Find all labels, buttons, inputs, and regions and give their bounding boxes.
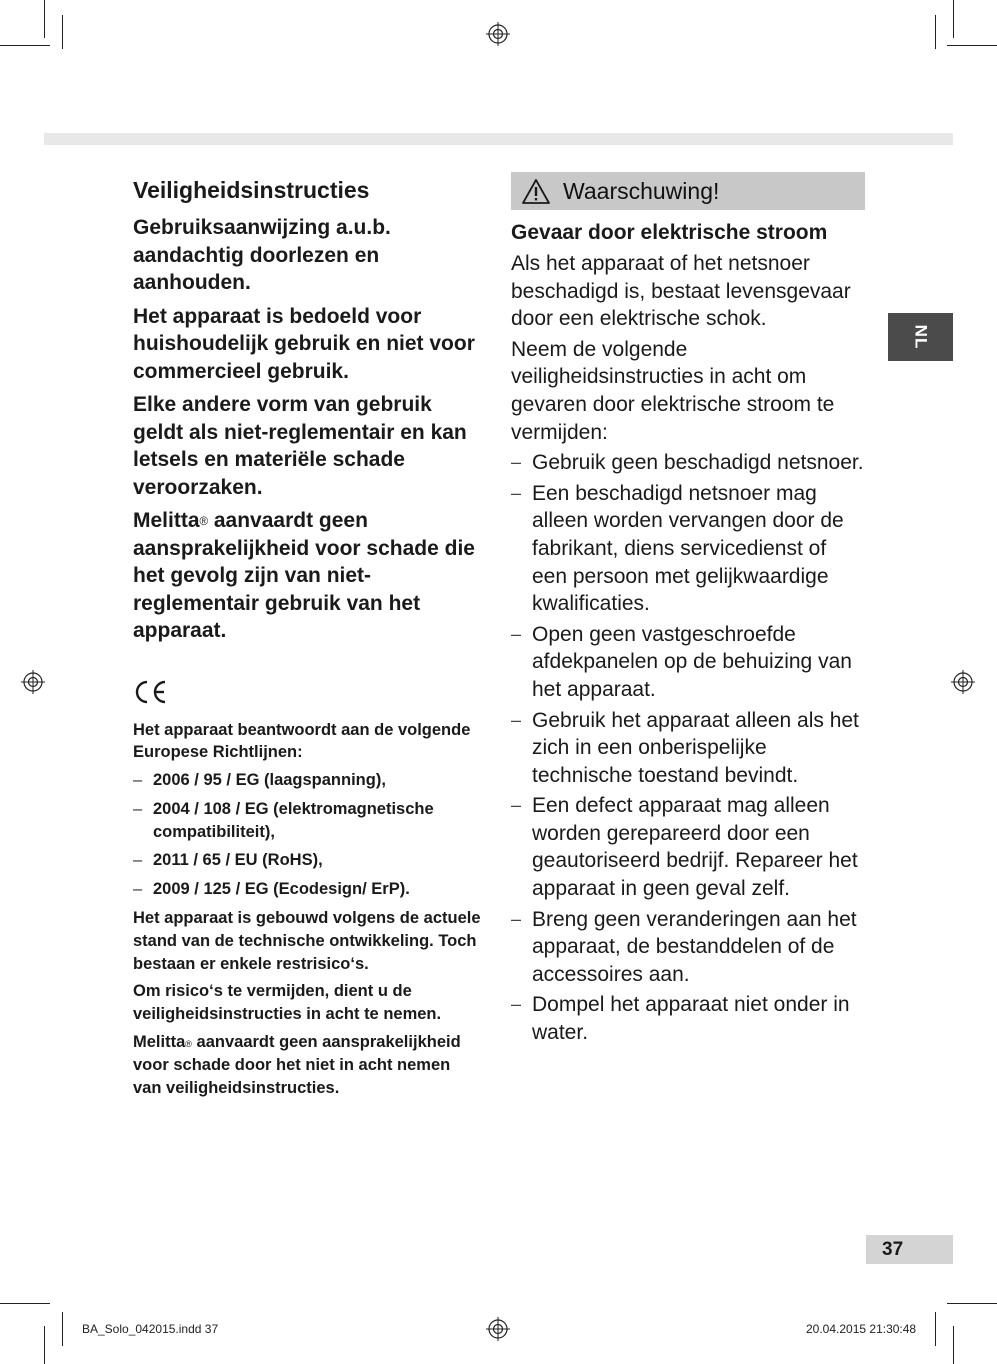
list-item: – Dompel het apparaat niet onder in water. [511,991,865,1046]
header-bar [44,133,953,145]
crop-mark [44,0,45,38]
warning-column [511,172,865,1050]
list-item: – Gebruik het apparaat alleen als het zich in een onberispelijke technische toestand bevindt. [511,707,865,790]
crop-mark [0,45,50,46]
risk-note: Het apparaat is gebouwd volgens de actuele stand van de technische ontwikkeling. Toch bestaan er enkele restrisico‘s. [133,909,481,973]
registered-mark: ® [185,1039,192,1050]
registration-mark-icon [21,670,45,694]
language-tab-label: NL [911,324,931,350]
list-item: – Breng geen veranderingen aan het apparaat, de bestanddelen of de accessoires aan. [511,906,865,989]
crop-mark [62,1312,63,1346]
page-number: 37 [866,1235,953,1264]
crop-mark [935,1312,936,1346]
registration-mark-icon [486,22,510,46]
lead-paragraph: Het apparaat is bedoeld voor huishoudelijk gebruik en niet voor commercieel gebruik. [133,304,475,383]
footer-timestamp: 20.04.2015 21:30:48 [806,1322,917,1336]
directives-list [133,769,483,901]
list-item: – Gebruik geen beschadigd netsnoer. [511,449,865,477]
liability-paragraph [133,507,483,645]
footer-filename: BA_Solo_042015.indd 37 [82,1322,219,1336]
crop-mark [62,15,63,49]
directives-block [133,719,483,1100]
warning-bar [511,172,865,210]
list-item: – 2009 / 125 / EG (Ecodesign/ ErP). [133,878,483,901]
list-item: – 2006 / 95 / EG (laagspanning), [133,769,483,792]
warning-triangle-icon [521,178,551,205]
warning-list [511,449,865,1046]
brand-name: Melitta [133,1033,186,1052]
lead-paragraph: Elke andere vorm van gebruik geldt als niet-reglementair en kan letsels en materiële schade veroorzaken. [133,393,467,499]
language-tab [888,313,953,361]
final-liability-text: aanvaardt geen aansprakelijkheid voor schade door het niet in acht nemen van veiligheidsinstructies. [133,1033,461,1097]
crop-mark [953,0,954,38]
warning-label: Waarschuwing! [563,177,720,204]
safety-instructions-column [133,176,483,1104]
list-item: – 2011 / 65 / EU (RoHS), [133,849,483,872]
crop-mark [947,45,997,46]
crop-mark [44,1326,45,1364]
registration-mark-icon [486,1317,510,1341]
brand-name: Melitta [133,509,200,532]
ce-mark [133,679,483,707]
liability-text: aanvaardt geen aansprakelijkheid voor schade die het gevolg zijn van niet-reglementair gebruik van het apparaat. [133,509,475,642]
warning-heading: Gevaar door elektrische stroom [511,221,828,244]
crop-mark [0,1303,50,1304]
warning-body [511,250,865,1047]
list-item: – Open geen vastgeschroefde afdekpanelen op de behuizing van het apparaat. [511,621,865,704]
directives-intro: Het apparaat beantwoordt aan de volgende Europese Richtlijnen: [133,720,471,762]
registered-mark: ® [199,516,209,528]
crop-mark [935,15,936,49]
list-item: – Een beschadigd netsnoer mag alleen worden vervangen door de fabrikant, diens servicedienst of een persoon met gelijkwaardige kwalificaties. [511,480,865,618]
crop-mark [947,1303,997,1304]
risk-advice: Om risico‘s te vermijden, dient u de veiligheidsinstructies in acht te nemen. [133,982,442,1024]
ce-mark-icon [133,679,169,705]
warning-paragraph: Neem de volgende veiligheidsinstructies in acht om gevaren door elektrische stroom te vermijden: [511,337,835,444]
crop-mark [953,1326,954,1364]
list-item: – Een defect apparaat mag alleen worden gerepareerd door een geautoriseerd bedrijf. Repareer het apparaat in geen geval zelf. [511,792,865,902]
list-item: – 2004 / 108 / EG (elektromagnetische compatibiliteit), [133,798,483,844]
section-title: Veiligheidsinstructies [133,177,370,203]
registration-mark-icon [951,670,975,694]
warning-paragraph: Als het apparaat of het netsnoer beschadigd is, bestaat levensgevaar door een elektrische schok. [511,252,851,331]
final-liability [133,1031,483,1099]
lead-paragraph: Gebruiksaanwijzing a.u.b. aandachtig doorlezen en aanhouden. [133,216,391,294]
